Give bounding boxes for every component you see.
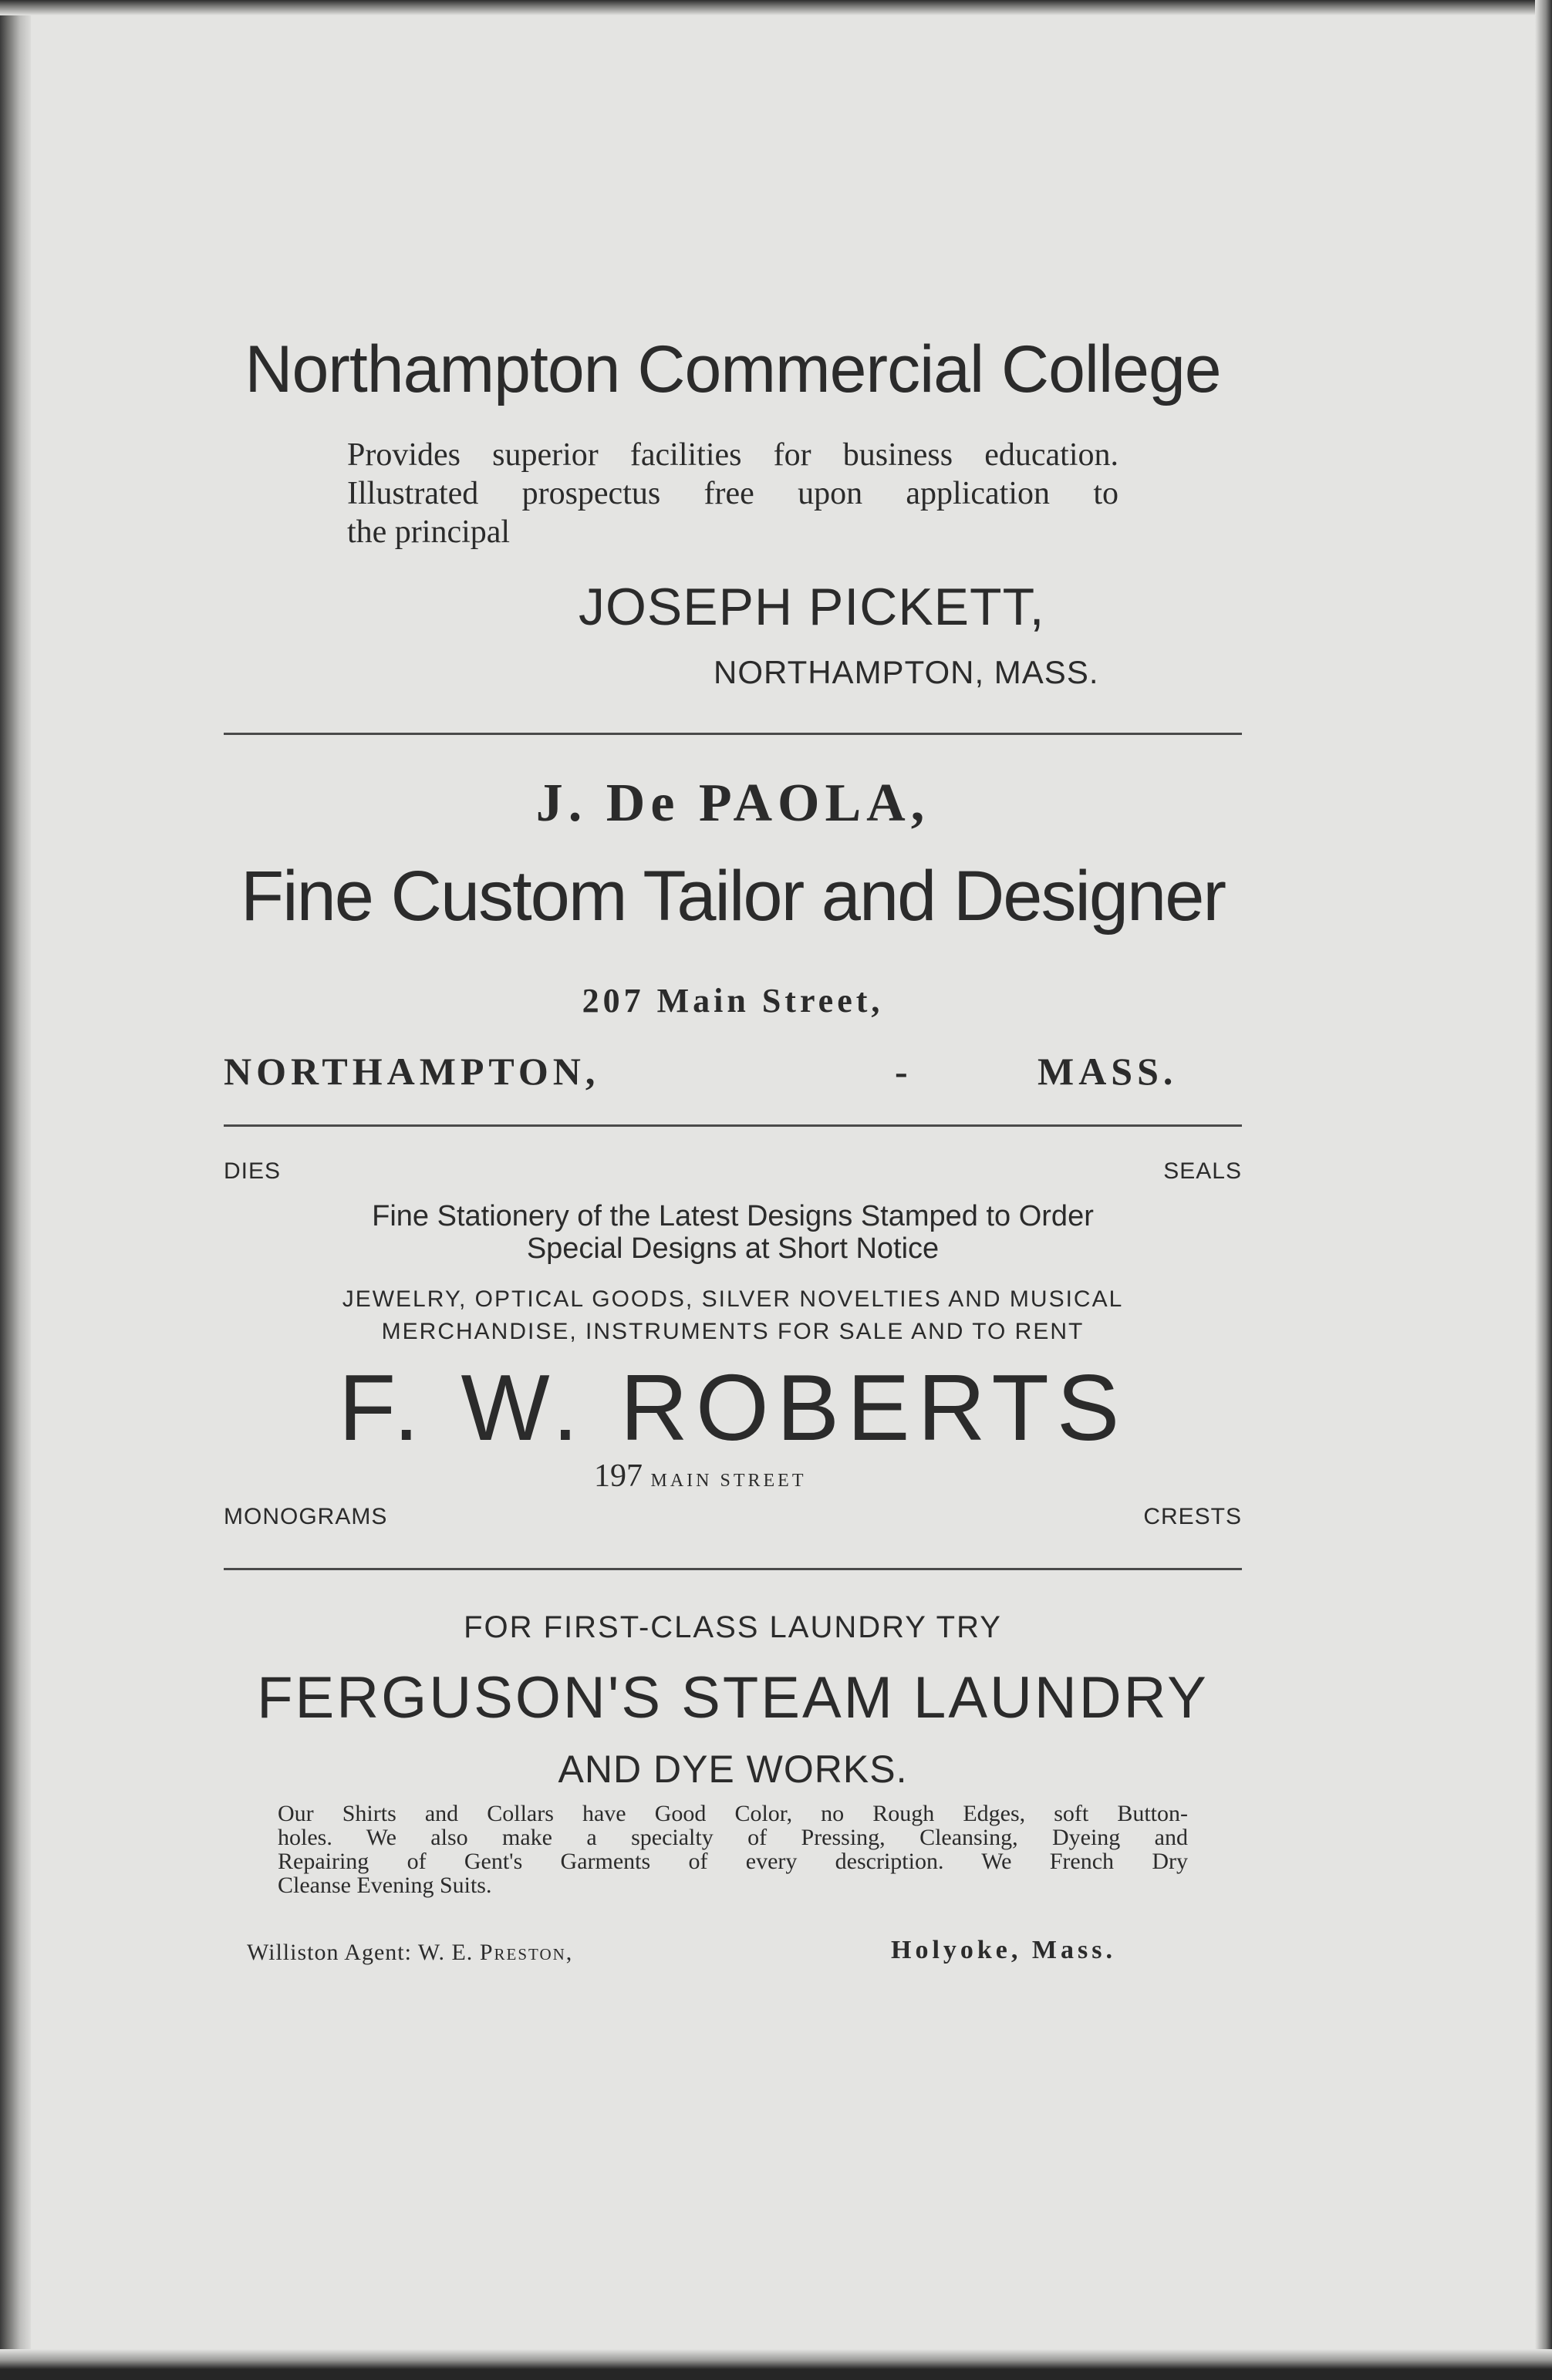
- tailor-street: 207 Main Street,: [582, 982, 884, 1020]
- laundry-agent: [247, 1940, 573, 1966]
- jeweler-street-name: MAIN STREET: [650, 1471, 807, 1491]
- corner-label-seals: SEALS: [1163, 1158, 1242, 1184]
- page-right-edge: [1535, 0, 1552, 2380]
- laundry-description: [278, 1802, 1188, 1897]
- college-description-line: the principal: [347, 514, 511, 550]
- college-location: NORTHAMPTON, MASS.: [714, 654, 1099, 690]
- college-title: Northampton Commercial College: [245, 332, 1221, 406]
- laundry-subtitle: AND DYE WORKS.: [558, 1748, 908, 1791]
- tailor-name: J. De PAOLA,: [535, 774, 930, 833]
- tailor-tagline: Fine Custom Tailor and Designer: [240, 857, 1226, 935]
- jeweler-street-number: 197: [594, 1458, 643, 1494]
- laundry-name: FERGUSON'S STEAM LAUNDRY: [257, 1665, 1209, 1731]
- college-principal-name: JOSEPH PICKETT,: [579, 578, 1045, 636]
- college-description-line: Provides superior facilities for business education.: [347, 437, 1118, 473]
- stationery-line: Special Designs at Short Notice: [526, 1232, 940, 1265]
- tailor-city: NORTHAMPTON,: [224, 1050, 600, 1093]
- divider-rule: [224, 733, 1242, 735]
- tailor-state: MASS.: [1037, 1050, 1178, 1093]
- advertisements: [224, 0, 1242, 2380]
- jeweler-name: F. W. ROBERTS: [338, 1355, 1128, 1460]
- laundry-description-line: Repairing of Gent's Garments of every description. We French Dry: [278, 1849, 1188, 1874]
- stationery-line: Fine Stationery of the Latest Designs Stamped to Order: [372, 1200, 1094, 1232]
- book-binding-edge: [0, 0, 31, 2380]
- college-description: [347, 436, 1118, 551]
- corner-label-crests: CRESTS: [1143, 1504, 1242, 1529]
- divider-rule: [224, 1124, 1242, 1127]
- goods-line: JEWELRY, OPTICAL GOODS, SILVER NOVELTIES AND MUSICAL: [342, 1286, 1124, 1312]
- corner-label-dies: DIES: [224, 1158, 282, 1184]
- laundry-city: Holyoke, Mass.: [891, 1936, 1116, 1964]
- laundry-description-line: Our Shirts and Collars have Good Color, no Rough Edges, soft Button-: [278, 1801, 1188, 1826]
- corner-label-monograms: MONOGRAMS: [224, 1504, 388, 1529]
- divider-rule: [224, 1568, 1242, 1570]
- jeweler-address: [594, 1458, 807, 1495]
- laundry-description-line: holes. We also make a specialty of Pressing, Cleansing, Dyeing and: [278, 1825, 1188, 1850]
- goods-line: MERCHANDISE, INSTRUMENTS FOR SALE AND TO RENT: [381, 1319, 1085, 1344]
- laundry-agent-name: Preston,: [479, 1940, 574, 1965]
- laundry-intro: FOR FIRST-CLASS LAUNDRY TRY: [464, 1610, 1002, 1644]
- college-description-line: Illustrated prospectus free upon application to: [347, 476, 1118, 511]
- laundry-description-line: Cleanse Evening Suits.: [278, 1873, 492, 1898]
- laundry-agent-label: Williston Agent: W. E.: [247, 1940, 474, 1965]
- tailor-separator: -: [895, 1050, 908, 1093]
